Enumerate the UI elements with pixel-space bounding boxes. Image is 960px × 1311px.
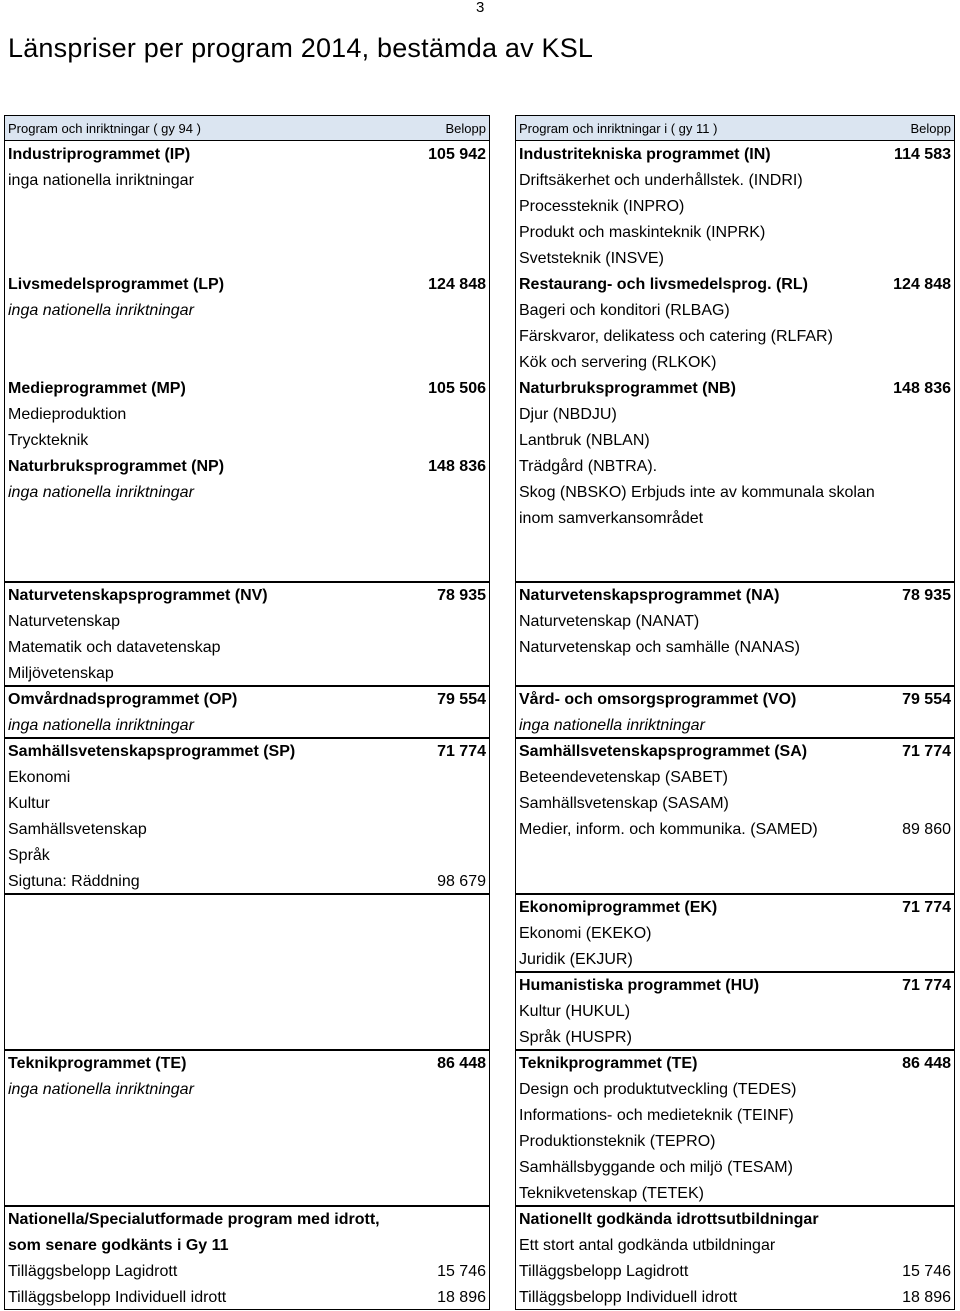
lagidrott-name: Tilläggsbelopp Lagidrott — [8, 1263, 178, 1280]
inriktning: Trädgård (NBTRA). — [519, 458, 658, 475]
program-row-ip — [5, 142, 489, 168]
right-header-label: Program och inriktningar i ( gy 11 ) — [519, 121, 718, 136]
page-title: Länspriser per program 2014, bestämda av KSL — [8, 33, 594, 63]
program-amount: 105 506 — [428, 380, 486, 397]
left-block-sp — [4, 738, 490, 894]
idrott-subtitle: som senare godkänts i Gy 11 — [8, 1237, 229, 1254]
program-row-hu — [516, 973, 954, 999]
page-number: 3 — [476, 0, 485, 16]
inriktning: inom samverkansområdet — [519, 510, 704, 527]
right-block-na — [515, 582, 955, 686]
program-amount: 71 774 — [902, 743, 951, 760]
individuell-name: Tilläggsbelopp Individuell idrott — [8, 1289, 227, 1306]
program-amount: 79 554 — [437, 691, 486, 708]
right-block-1 — [515, 140, 955, 582]
lagidrott-amount: 15 746 — [437, 1263, 486, 1280]
program-row-nv — [5, 583, 489, 609]
inriktning: Kök och servering (RLKOK) — [519, 354, 717, 371]
extra-row — [5, 869, 489, 895]
right-block-sa — [515, 738, 955, 894]
program-name: Samhällsvetenskapsprogrammet (SA) — [519, 743, 808, 760]
inriktning: Matematik och datavetenskap — [8, 639, 221, 656]
program-row-op — [5, 687, 489, 713]
program-row-lp — [5, 272, 489, 298]
inriktning: Skog (NBSKO) Erbjuds inte av kommunala skolan — [519, 484, 875, 501]
program-amount: 148 836 — [893, 380, 951, 397]
inriktning: Ekonomi (EKEKO) — [519, 925, 652, 942]
program-amount: 124 848 — [893, 276, 951, 293]
inriktning: Beteendevetenskap (SABET) — [519, 769, 729, 786]
left-block-op — [4, 686, 490, 738]
program-name: Livsmedelsprogrammet (LP) — [8, 276, 225, 293]
inriktning: Bageri och konditori (RLBAG) — [519, 302, 730, 319]
program-amount: 71 774 — [902, 899, 951, 916]
program-name: Ekonomiprogrammet (EK) — [519, 899, 718, 916]
program-name: Naturbruksprogrammet (NB) — [519, 380, 736, 397]
lagidrott-name: Tilläggsbelopp Lagidrott — [519, 1263, 689, 1280]
inriktning: inga nationella inriktningar — [8, 484, 194, 501]
program-name: Naturbruksprogrammet (NP) — [8, 458, 225, 475]
inriktning: Juridik (EKJUR) — [519, 951, 633, 968]
program-name: Naturvetenskapsprogrammet (NV) — [8, 587, 268, 604]
program-row-te — [5, 1051, 489, 1077]
inriktning: inga nationella inriktningar — [519, 717, 705, 734]
right-header — [515, 115, 955, 141]
program-amount: 114 583 — [894, 146, 951, 163]
inriktning: Samhällsbyggande och miljö (TESAM) — [519, 1159, 793, 1176]
left-header-amount: Belopp — [445, 121, 486, 136]
inriktning: Samhällsvetenskap — [8, 821, 147, 838]
lagidrott-row — [516, 1259, 954, 1285]
program-amount: 79 554 — [902, 691, 951, 708]
individuell-amount: 18 896 — [902, 1289, 951, 1306]
left-block-te — [4, 1050, 490, 1206]
program-amount: 105 942 — [428, 146, 486, 163]
inriktning: Lantbruk (NBLAN) — [519, 432, 650, 449]
left-block-idrott — [4, 1206, 490, 1310]
individuell-row — [5, 1285, 489, 1311]
program-name: Omvårdnadsprogrammet (OP) — [8, 691, 238, 708]
program-name: Samhällsvetenskapsprogrammet (SP) — [8, 743, 296, 760]
program-name: Teknikprogrammet (TE) — [519, 1055, 698, 1072]
extra-name: Medier, inform. och kommunika. (SAMED) — [519, 821, 818, 838]
program-name: Vård- och omsorgsprogrammet (VO) — [519, 691, 797, 708]
program-row-ek — [516, 895, 954, 921]
right-header-amount: Belopp — [910, 121, 951, 136]
program-name: Industritekniska programmet (IN) — [519, 146, 771, 163]
inriktning: Tryckteknik — [8, 432, 89, 449]
program-row-in — [516, 142, 954, 168]
extra-row — [516, 817, 954, 843]
program-name: Naturvetenskapsprogrammet (NA) — [519, 587, 780, 604]
program-name: Medieprogrammet (MP) — [8, 380, 186, 397]
extra-amount: 89 860 — [902, 821, 951, 838]
inriktning: Informations- och medieteknik (TEINF) — [519, 1107, 794, 1124]
program-row-nb — [516, 376, 954, 402]
program-row-vo — [516, 687, 954, 713]
program-row-sa — [516, 739, 954, 765]
inriktning: Naturvetenskap — [8, 613, 121, 630]
inriktning: Design och produktutveckling (TEDES) — [519, 1081, 797, 1098]
inriktning: Processteknik (INPRO) — [519, 198, 685, 215]
left-header — [4, 115, 490, 141]
right-block-hu — [515, 972, 955, 1050]
inriktning: inga nationella inriktningar — [8, 172, 194, 189]
inriktning: Driftsäkerhet och underhållstek. (INDRI) — [519, 172, 803, 189]
program-amount: 78 935 — [902, 587, 951, 604]
inriktning: Produktionsteknik (TEPRO) — [519, 1133, 716, 1150]
program-amount: 78 935 — [437, 587, 486, 604]
program-amount: 71 774 — [902, 977, 951, 994]
program-row-na — [516, 583, 954, 609]
left-block-nv — [4, 582, 490, 686]
inriktning: Svetsteknik (INSVE) — [519, 250, 664, 267]
program-row-te — [516, 1051, 954, 1077]
extra-amount: 98 679 — [437, 873, 486, 890]
right-block-ek — [515, 894, 955, 972]
inriktning: Djur (NBDJU) — [519, 406, 617, 423]
individuell-amount: 18 896 — [437, 1289, 486, 1306]
left-header-label: Program och inriktningar ( gy 94 ) — [8, 121, 201, 136]
program-row-sp — [5, 739, 489, 765]
right-block-te — [515, 1050, 955, 1206]
inriktning: Språk (HUSPR) — [519, 1029, 632, 1046]
inriktning: Medieproduktion — [8, 406, 127, 423]
inriktning: Samhällsvetenskap (SASAM) — [519, 795, 729, 812]
idrott-subtitle: Ett stort antal godkända utbildningar — [519, 1237, 776, 1254]
inriktning: Färskvaror, delikatess och catering (RLFAR) — [519, 328, 833, 345]
lagidrott-row — [5, 1259, 489, 1285]
inriktning: Språk — [8, 847, 50, 864]
inriktning: inga nationella inriktningar — [8, 302, 194, 319]
inriktning: Miljövetenskap — [8, 665, 114, 682]
lagidrott-amount: 15 746 — [902, 1263, 951, 1280]
inriktning: Kultur — [8, 795, 50, 812]
extra-name: Sigtuna: Räddning — [8, 873, 140, 890]
program-name: Industriprogrammet (IP) — [8, 146, 191, 163]
left-block-1 — [4, 140, 490, 582]
program-row-np — [5, 454, 489, 480]
left-block-empty — [4, 894, 490, 1050]
program-row-rl — [516, 272, 954, 298]
inriktning: Ekonomi — [8, 769, 71, 786]
inriktning: inga nationella inriktningar — [8, 717, 194, 734]
program-name: Humanistiska programmet (HU) — [519, 977, 760, 994]
inriktning: Naturvetenskap (NANAT) — [519, 613, 700, 630]
inriktning: Kultur (HUKUL) — [519, 1003, 631, 1020]
inriktning: Produkt och maskinteknik (INPRK) — [519, 224, 766, 241]
individuell-row — [516, 1285, 954, 1311]
program-name: Restaurang- och livsmedelsprog. (RL) — [519, 276, 808, 293]
inriktning: Teknikvetenskap (TETEK) — [519, 1185, 704, 1202]
program-amount: 86 448 — [437, 1055, 486, 1072]
inriktning: Naturvetenskap och samhälle (NANAS) — [519, 639, 801, 656]
program-amount: 148 836 — [428, 458, 486, 475]
program-amount: 86 448 — [902, 1055, 951, 1072]
idrott-title: Nationella/Specialutformade program med idrott, — [8, 1211, 380, 1228]
right-block-vo — [515, 686, 955, 738]
individuell-name: Tilläggsbelopp Individuell idrott — [519, 1289, 738, 1306]
inriktning: inga nationella inriktningar — [8, 1081, 194, 1098]
right-block-idrott — [515, 1206, 955, 1310]
idrott-title: Nationellt godkända idrottsutbildningar — [519, 1211, 819, 1228]
program-amount: 124 848 — [428, 276, 486, 293]
program-name: Teknikprogrammet (TE) — [8, 1055, 187, 1072]
program-row-mp — [5, 376, 489, 402]
program-amount: 71 774 — [437, 743, 486, 760]
